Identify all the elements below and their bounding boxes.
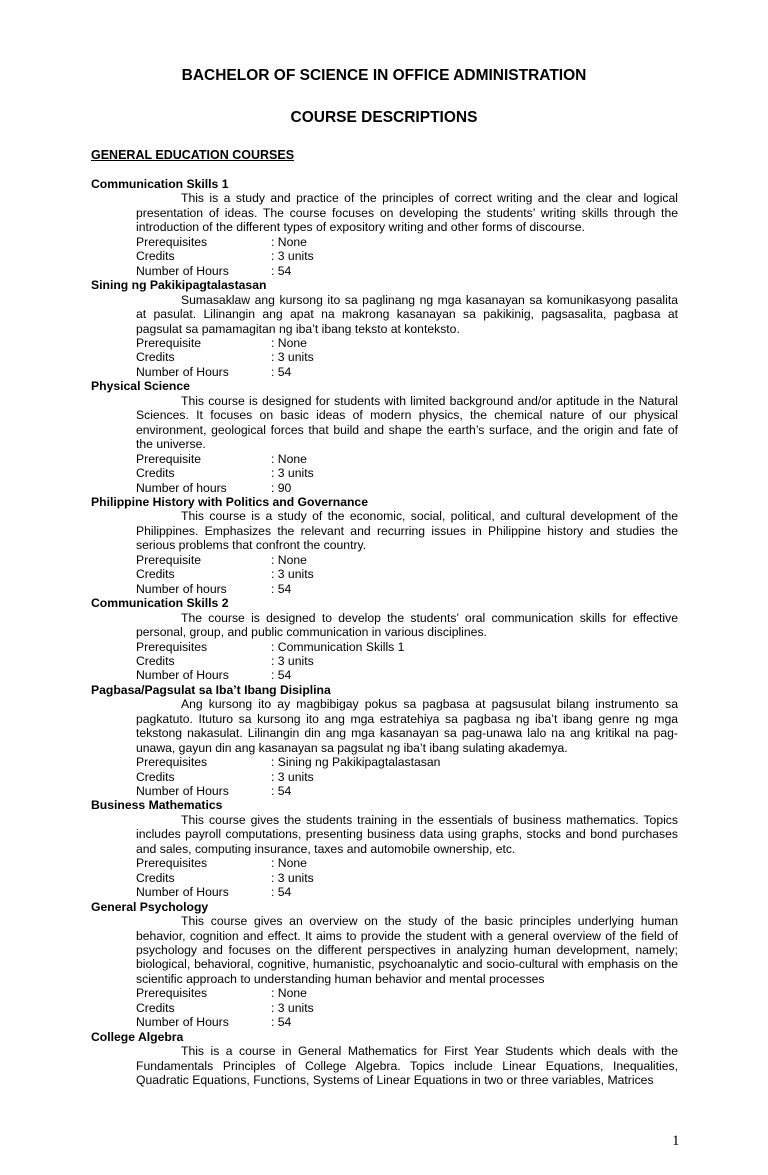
course-description: This course gives the students training in the essentials of business mathematics. Topics includes payroll computations, presenting business data using graphs, stocks and bond purchases and sales, computing insurance, taxes and automobile ownership, etc. — [136, 812, 678, 856]
detail-row — [136, 336, 678, 350]
detail-label: Prerequisites — [136, 986, 208, 1001]
detail-label: Prerequisite — [136, 552, 202, 567]
course-details — [136, 336, 678, 379]
detail-row — [136, 654, 678, 668]
detail-label: Credits — [136, 466, 175, 481]
detail-value: : Communication Skills 1 — [271, 639, 405, 654]
detail-row — [136, 856, 678, 870]
detail-label: Number of Hours — [136, 784, 229, 799]
detail-label: Credits — [136, 1000, 175, 1015]
detail-value: : 3 units — [271, 567, 314, 582]
detail-label: Credits — [136, 870, 175, 885]
detail-label: Prerequisite — [136, 335, 202, 350]
course-title: Pagbasa/Pagsulat sa Iba’t Ibang Disiplina — [91, 682, 331, 697]
detail-value: : None — [271, 552, 307, 567]
detail-label: Credits — [136, 653, 175, 668]
detail-label: Number of hours — [136, 480, 227, 495]
course-list — [91, 177, 678, 1088]
detail-row — [136, 1015, 678, 1029]
detail-row — [136, 264, 678, 278]
course-details — [136, 640, 678, 683]
detail-row — [136, 640, 678, 654]
detail-label: Number of Hours — [136, 364, 229, 379]
detail-label: Credits — [136, 350, 175, 365]
detail-row — [136, 365, 678, 379]
detail-label: Number of Hours — [136, 885, 229, 900]
detail-value: : 3 units — [271, 466, 314, 481]
document-subtitle: COURSE DESCRIPTIONS — [290, 109, 478, 126]
detail-value: : 3 units — [271, 249, 314, 264]
detail-row — [136, 755, 678, 769]
detail-value: : Sining ng Pakikipagtalastasan — [271, 755, 441, 770]
detail-value: : 90 — [271, 480, 292, 495]
detail-row — [136, 986, 678, 1000]
course-details — [136, 986, 678, 1029]
course-title: Business Mathematics — [91, 798, 223, 813]
course-title: Communication Skills 2 — [91, 596, 229, 611]
document-title: BACHELOR OF SCIENCE IN OFFICE ADMINISTRATION — [181, 67, 587, 84]
detail-value: : 3 units — [271, 769, 314, 784]
detail-value: : 54 — [271, 263, 292, 278]
course-description: This course is designed for students with limited background and/or aptitude in the Natural Sciences. It focuses on basic ideas of modern physics, the chemical nature of our physical environment, geological forces that build and shape the earth’s surface, and the origin and fate of the universe. — [136, 393, 678, 452]
detail-row — [136, 350, 678, 364]
course-details — [136, 553, 678, 596]
detail-row — [136, 1001, 678, 1015]
course-entry — [91, 278, 678, 379]
course-description: This course is a study of the economic, social, political, and cultural development of the Philippines. Emphasizes the relevant and recurring issues in Philippine history and studies the serious problems that confront the country. — [136, 509, 678, 553]
detail-value: : 54 — [271, 784, 292, 799]
course-entry — [91, 798, 678, 899]
course-description: This is a course in General Mathematics for First Year Students which deals with the Fundamentals Principles of College Algebra. Topics include Linear Equations, Inequalities, Quadratic Equations, Functions, Systems of Linear Equations in two or three variables, Matrices — [136, 1044, 678, 1088]
course-title: Communication Skills 1 — [91, 177, 229, 191]
page-number: 1 — [672, 1133, 680, 1149]
detail-label: Credits — [136, 769, 175, 784]
course-title: Sining ng Pakikipagtalastasan — [91, 278, 267, 293]
course-entry — [91, 177, 678, 278]
course-title: College Algebra — [91, 1029, 184, 1044]
course-details — [136, 856, 678, 899]
course-details — [136, 235, 678, 278]
detail-label: Prerequisites — [136, 856, 208, 871]
detail-label: Number of hours — [136, 581, 227, 596]
detail-label: Prerequisites — [136, 755, 208, 770]
detail-row — [136, 466, 678, 480]
detail-value: : 3 units — [271, 653, 314, 668]
detail-row — [136, 452, 678, 466]
course-description: The course is designed to develop the students’ oral communication skills for effective personal, group, and public communication in various disciplines. — [136, 610, 678, 640]
detail-value: : 54 — [271, 1015, 292, 1030]
course-title: Physical Science — [91, 379, 190, 394]
detail-row — [136, 481, 678, 495]
course-entry — [91, 1030, 678, 1088]
detail-label: Prerequisites — [136, 639, 208, 654]
detail-label: Credits — [136, 567, 175, 582]
detail-value: : None — [271, 451, 307, 466]
detail-row — [136, 885, 678, 899]
course-entry — [91, 900, 678, 1030]
detail-label: Number of Hours — [136, 668, 229, 683]
detail-value: : None — [271, 234, 307, 249]
detail-value: : None — [271, 335, 307, 350]
course-description: This is a study and practice of the principles of correct writing and the clear and logical presentation of ideas. The course focuses on developing the students’ writing skills through the introduction of the different types of expository writing and other forms of discourse. — [136, 191, 678, 235]
detail-value: : 54 — [271, 885, 292, 900]
detail-row — [136, 249, 678, 263]
detail-row — [136, 553, 678, 567]
course-entry — [91, 683, 678, 799]
detail-value: : 54 — [271, 668, 292, 683]
detail-label: Prerequisite — [136, 451, 202, 466]
detail-label: Credits — [136, 249, 175, 264]
course-details — [136, 452, 678, 495]
detail-row — [136, 770, 678, 784]
course-description: This course gives an overview on the study of the basic principles underlying human behavior, cognition and effect. It aims to provide the student with a general overview of the field of psychology and focuses on the different perspectives in analyzing human development, namely; biological, behavioral, cognitive, humanistic, psychoanalytic and socio-cultural with emphasis on the scientific approach to understanding human behavior and mental processes — [136, 914, 678, 986]
course-title: General Psychology — [91, 899, 209, 914]
course-entry — [91, 495, 678, 596]
detail-label: Number of Hours — [136, 1015, 229, 1030]
detail-value: : None — [271, 856, 307, 871]
detail-value: : 3 units — [271, 350, 314, 365]
detail-value: : 3 units — [271, 1000, 314, 1015]
detail-value: : None — [271, 986, 307, 1001]
detail-row — [136, 784, 678, 798]
course-description: Ang kursong ito ay magbibigay pokus sa pagbasa at pagsusulat bilang instrumento sa pagkatuto. Ituturo sa kursong ito ang mga estratehiya sa pagbasa ng iba’t ibang genre ng mga tekstong nakasulat. Lilinangin din ang mga kasanayan sa pag-unawa lalo na ang kritikal na pag-unawa, gayun din ang kasanayan sa pagsulat ng iba’t ibang sulating akademya. — [136, 697, 678, 755]
detail-row — [136, 871, 678, 885]
detail-value: : 3 units — [271, 870, 314, 885]
detail-row — [136, 668, 678, 682]
course-details — [136, 755, 678, 798]
course-description: Sumasaklaw ang kursong ito sa paglinang ng mga kasanayan sa komunikasyong pasalita at pasulat. Lilinangin ang apat na makrong kasanayan sa pakikinig, pagsasalita, pagbasa at pagsulat sa pamamagitan ng iba’t ibang teksto at konteksto. — [136, 292, 678, 336]
section-heading: GENERAL EDUCATION COURSES — [91, 148, 295, 162]
detail-row — [136, 582, 678, 596]
detail-row — [136, 235, 678, 249]
detail-value: : 54 — [271, 364, 292, 379]
course-title: Philippine History with Politics and Governance — [91, 494, 368, 509]
detail-value: : 54 — [271, 581, 292, 596]
detail-label: Number of Hours — [136, 263, 229, 278]
detail-row — [136, 567, 678, 581]
course-entry — [91, 379, 678, 495]
course-entry — [91, 596, 678, 683]
detail-label: Prerequisites — [136, 234, 208, 249]
